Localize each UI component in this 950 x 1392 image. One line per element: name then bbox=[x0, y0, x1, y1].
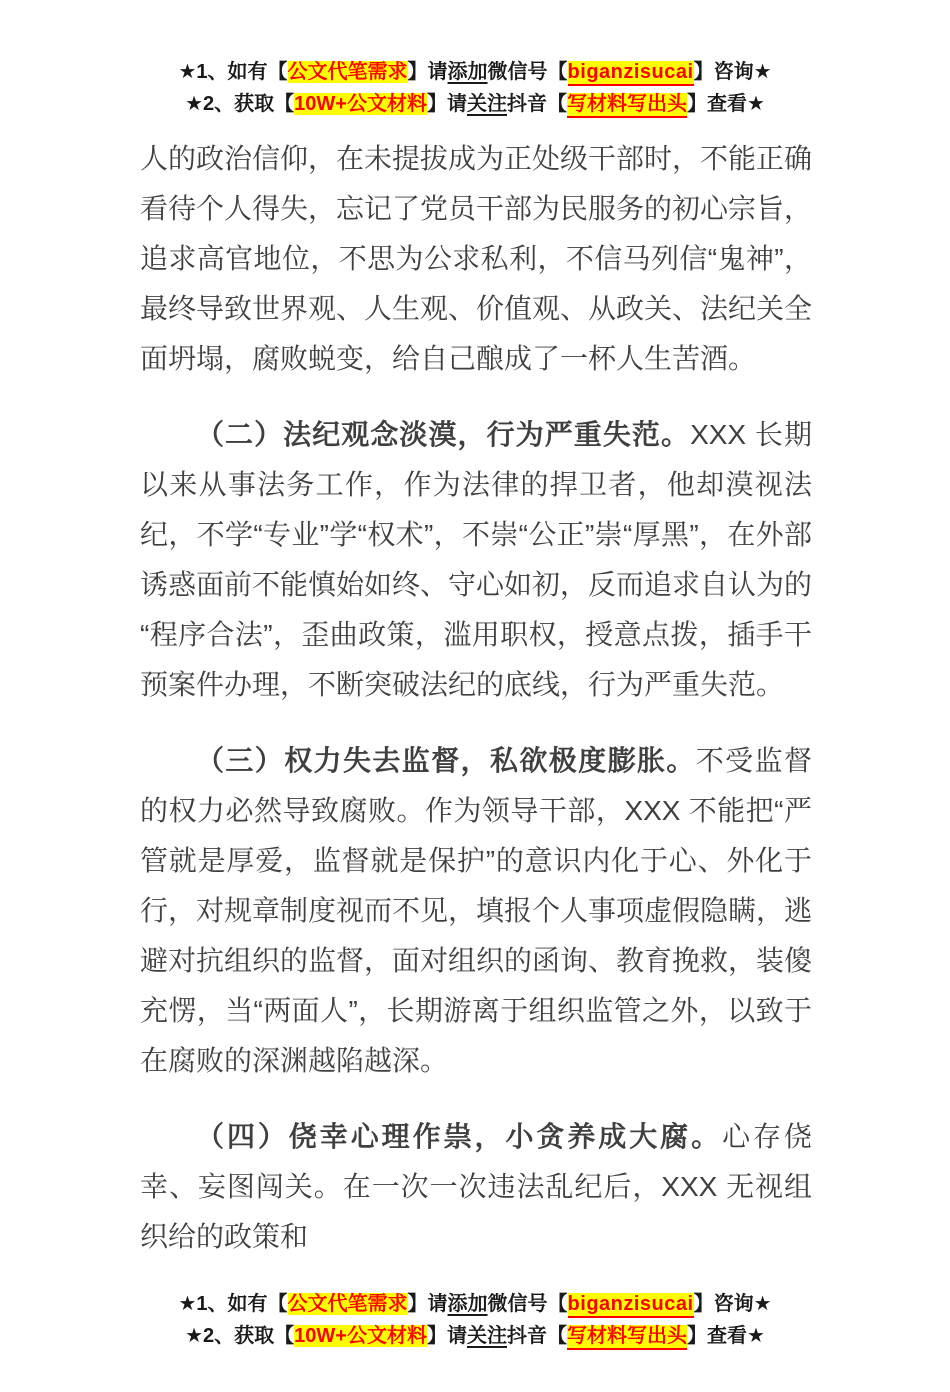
section-heading-2: （二）法纪观念淡漠，行为严重失范。 bbox=[196, 419, 691, 450]
ad-text: 】咨询★ bbox=[693, 61, 772, 83]
paragraph-text: 人的政治信仰，在未提拔成为正处级干部时，不能正确看待个人得失，忘记了党员干部为民服务的初心宗旨，追求高官地位，不思为公求私利，不信马列信“鬼神”，最终导致世界观、人生观、价值观、从政关、法纪关全面坍塌，腐败蜕变，给自己酿成了一杯人生苦酒。 bbox=[140, 143, 813, 374]
ad-text: 】请 bbox=[426, 93, 467, 115]
paragraph-continuation bbox=[140, 134, 812, 384]
ad-underline-add: 添加 bbox=[447, 61, 488, 83]
ad-underline-follow: 关注 bbox=[466, 1325, 507, 1347]
paragraph-text: XXX 长期以来从事法务工作，作为法律的捍卫者，他却漠视法纪，不学“专业”学“权术”，不崇“公正”崇“厚黑”，在外部诱惑面前不能慎始如终、守心如初，反而追求自认为的“程序合法”，歪曲政策，滥用职权，授意点拨，插手干预案件办理，不断突破法纪的底线，行为严重失范。 bbox=[140, 419, 813, 700]
ad-highlight-materials: 10W+公文材料 bbox=[294, 93, 427, 115]
ad-text: 】查看★ bbox=[686, 1325, 765, 1347]
ad-wechat-id: biganzisucai bbox=[568, 1293, 694, 1318]
ad-text: ★1、如有【 bbox=[178, 1293, 288, 1315]
paragraph-text: 心存侥幸、妄图闯关。在一次一次违法乱纪后，XXX 无视组织给的政策和 bbox=[140, 1121, 812, 1252]
ad-text: 】请 bbox=[407, 1293, 448, 1315]
paragraph-section-2 bbox=[140, 410, 812, 710]
ad-text: 】请 bbox=[407, 61, 448, 83]
ad-text: 】请 bbox=[426, 1325, 467, 1347]
ad-text: ★1、如有【 bbox=[178, 61, 288, 83]
ad-text: 】咨询★ bbox=[693, 1293, 772, 1315]
paragraph-section-4 bbox=[140, 1112, 812, 1262]
ad-highlight-service: 公文代笔需求 bbox=[287, 1293, 408, 1315]
document-body bbox=[140, 134, 812, 1262]
ad-highlight-materials: 10W+公文材料 bbox=[294, 1325, 427, 1347]
ad-text: 抖音【 bbox=[506, 1325, 567, 1347]
ad-wechat-id: biganzisucai bbox=[568, 61, 694, 86]
ad-text: ★2、获取【 bbox=[185, 1325, 295, 1347]
ad-text: 微信号【 bbox=[487, 1293, 568, 1315]
section-heading-3: （三）权力失去监督，私欲极度膨胀。 bbox=[196, 745, 696, 776]
ad-line-1 bbox=[0, 1288, 950, 1320]
paragraph-text: 不受监督的权力必然导致腐败。作为领导干部，XXX 不能把“严管就是厚爱，监督就是保护”的意识内化于心、外化于行，对规章制度视而不见，填报个人事项虚假隐瞒，逃避对抗组织的监督，面对组织的函询、教育挽救，装傻充愣，当“两面人”，长期游离于组织监管之外，以致于在腐败的深渊越陷越深。 bbox=[140, 745, 813, 1076]
ad-highlight-service: 公文代笔需求 bbox=[287, 61, 408, 83]
ad-text: ★2、获取【 bbox=[185, 93, 295, 115]
ad-line-2 bbox=[0, 1320, 950, 1352]
ad-text: 】查看★ bbox=[686, 93, 765, 115]
ad-underline-follow: 关注 bbox=[466, 93, 507, 115]
ad-line-2 bbox=[0, 88, 950, 120]
ad-banner-top bbox=[0, 56, 950, 120]
ad-underline-add: 添加 bbox=[447, 1293, 488, 1315]
ad-line-1 bbox=[0, 56, 950, 88]
ad-douyin-id: 写材料写出头 bbox=[567, 93, 687, 118]
paragraph-section-3 bbox=[140, 736, 812, 1086]
ad-text: 抖音【 bbox=[506, 93, 567, 115]
ad-banner-bottom bbox=[0, 1288, 950, 1352]
ad-text: 微信号【 bbox=[487, 61, 568, 83]
ad-douyin-id: 写材料写出头 bbox=[567, 1325, 687, 1350]
section-heading-4: （四）侥幸心理作祟，小贪养成大腐。 bbox=[196, 1121, 723, 1152]
